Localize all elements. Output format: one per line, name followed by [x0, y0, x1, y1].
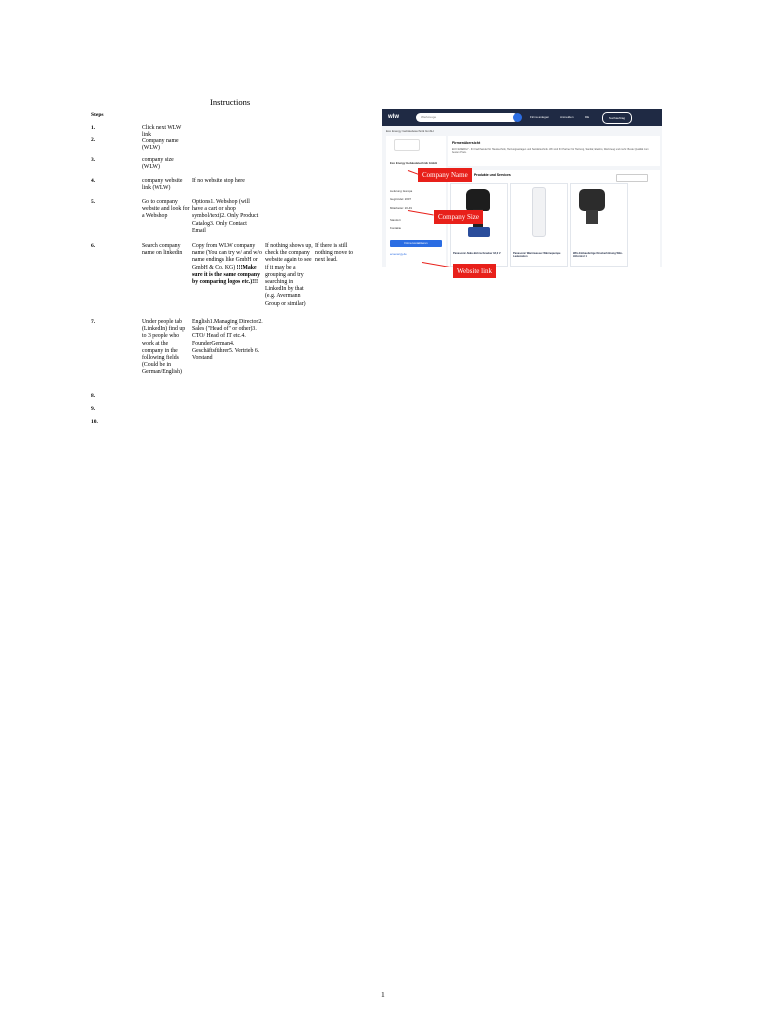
step-number: 4. [91, 178, 96, 184]
wlw-sort-dropdown [616, 174, 648, 182]
wlw-overview-text: ECO ENERGY - Ihr Fachhandel für Haustechnik, Heizungsanlagen und Sanitärtechnik. Wir sind Ihr Partner für Heizung, Sanitär, Elektro, Werkzeug und mehr. Beste Qualität zum besten Preis. [452, 148, 649, 155]
step-description: Company name (WLW) [142, 138, 179, 152]
pump-base-icon [586, 210, 598, 224]
wlw-product-title: Panasonic Akku-Bohrschrauber 18,0 V [453, 252, 501, 255]
step-number: 7. [91, 319, 96, 325]
step-detail [192, 243, 264, 286]
document-title: Instructions [210, 97, 251, 107]
step-number: 2. [91, 137, 96, 143]
step-number: 8. [91, 393, 96, 399]
wlw-logo: wlw [388, 114, 400, 120]
step-number: 10. [91, 419, 98, 425]
wlw-website-link: ecoenergy.de [390, 252, 407, 256]
step-detail-text: Copy from WLW company name (You can try w/ and w/o name endings like GmbH or GmbH & Co. KG) [192, 243, 262, 271]
step-description: Search company name on linkedin [142, 243, 183, 257]
pump-icon [579, 189, 605, 211]
website-link-label: Website link [453, 264, 496, 278]
wlw-product-title: Panasonic Warmwasser Wärmepumpe Ladestation [513, 252, 561, 259]
heat-pump-icon [532, 187, 546, 237]
wlw-breadcrumb: Eco Energy Gebäudetechnik GmbH [386, 129, 434, 133]
wlw-search-input: Werkzeuge [416, 113, 518, 122]
step-number: 3. [91, 157, 96, 163]
step-description: company size (WLW) [142, 157, 174, 171]
search-icon [513, 113, 522, 122]
wlw-screenshot [382, 109, 662, 267]
wlw-product-title: Wilo Einbaufertige Druckerhöhung Wilo-HiControl 1 [573, 252, 623, 259]
step-description: Go to company website and look for a Webshop [142, 199, 190, 220]
wlw-side-item: Gegründet: 2007 [390, 197, 411, 201]
step-detail-warning: !!!Make sure it is the same company by comparing logos etc.)!!! [192, 264, 261, 286]
wlw-products-title: Produkte und Services [474, 173, 511, 177]
wlw-side-item: Standort [390, 218, 401, 222]
wlw-nav-item: Anmelden [560, 115, 574, 119]
wlw-company-name: Eco Energy Gebäudetechnik GmbH [390, 161, 438, 165]
step-description: company website link (WLW) [142, 178, 183, 192]
page-number: 1 [381, 990, 385, 999]
steps-header: Steps [91, 112, 104, 118]
step-number: 6. [91, 243, 96, 249]
step-final: If there is still nothing move to next lead. [315, 243, 353, 264]
step-detail: If no website stop here [192, 178, 245, 184]
wlw-side-item: Mitarbeiter: 20-49 [390, 206, 412, 210]
step-fallback: If nothing shows up, check the company website again to see if it may be a grouping and try searching in LinkedIn by that (e.g. Avermann Group or similar) [265, 243, 313, 307]
wlw-side-item: Kontakte [390, 226, 402, 230]
wlw-contact-button: Firma kontaktieren [390, 240, 442, 247]
wlw-nav-item: DE [585, 115, 590, 119]
wlw-suchauftrag-button: Suchauftrag [602, 112, 632, 124]
company-name-label: Company Name [418, 168, 472, 182]
drill-battery-icon [468, 227, 490, 237]
wlw-side-item: Lieferung: Europa [390, 189, 413, 193]
step-number: 1. [91, 125, 96, 131]
step-detail: Options1. Webshop (will have a cart or shop symbol/text)2. Only Product Catalog3. Only Contact Email [192, 199, 259, 234]
drill-icon [466, 189, 490, 211]
wlw-overview-title: Firmenübersicht [452, 141, 481, 145]
wlw-nav-item: Firma anlegen [530, 115, 550, 119]
step-number: 5. [91, 199, 96, 205]
company-logo-icon [394, 139, 420, 151]
step-description: Click next WLW link [142, 125, 182, 139]
step-description: Under people tab (LinkedIn) find up to 3 people who work at the company in the following fields (Could be in German/English) [142, 319, 186, 376]
company-size-label: Company Size [434, 210, 483, 224]
step-detail: English1.Managing Director2. Sales ("Head of" or other)3. CTO/ Head of IT etc.4. FounderGerman4. Geschäftsführer5. Vertrieb 6. Vorstand [192, 319, 263, 362]
step-number: 9. [91, 406, 96, 412]
